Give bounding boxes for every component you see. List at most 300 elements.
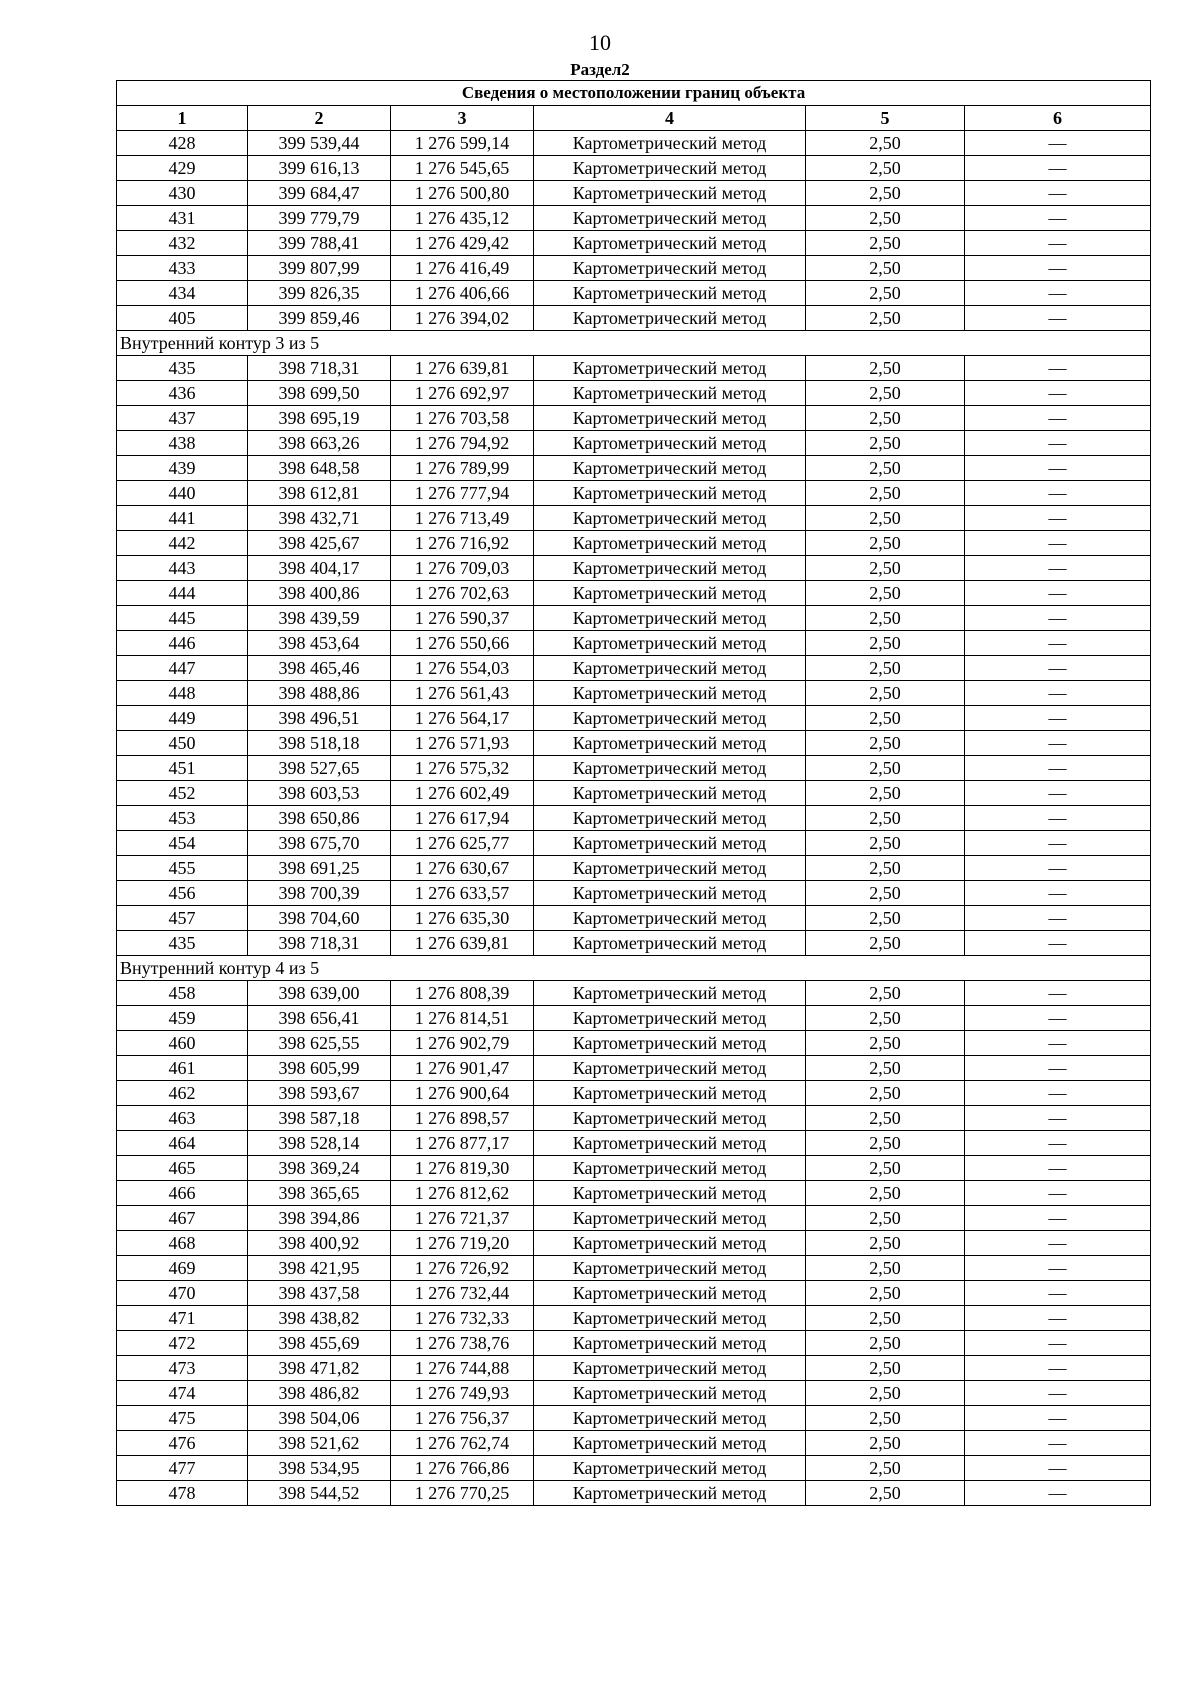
y-coordinate-cell: 1 276 550,66 (391, 631, 534, 656)
note-cell: — (965, 256, 1151, 281)
table-row (117, 631, 1151, 656)
contour-heading: Внутренний контур 4 из 5 (117, 956, 1151, 981)
accuracy-cell: 2,50 (806, 831, 965, 856)
accuracy-cell: 2,50 (806, 731, 965, 756)
method-cell: Картометрический метод (534, 1481, 806, 1506)
accuracy-cell: 2,50 (806, 206, 965, 231)
contour-heading-row (117, 331, 1151, 356)
note-cell: — (965, 1156, 1151, 1181)
note-cell: — (965, 1131, 1151, 1156)
method-cell: Картометрический метод (534, 1206, 806, 1231)
note-cell: — (965, 1406, 1151, 1431)
y-coordinate-cell: 1 276 749,93 (391, 1381, 534, 1406)
table-row (117, 806, 1151, 831)
x-coordinate-cell: 398 639,00 (248, 981, 391, 1006)
x-coordinate-cell: 398 648,58 (248, 456, 391, 481)
point-number-cell: 448 (117, 681, 248, 706)
accuracy-cell: 2,50 (806, 156, 965, 181)
x-coordinate-cell: 398 425,67 (248, 531, 391, 556)
y-coordinate-cell: 1 276 702,63 (391, 581, 534, 606)
y-coordinate-cell: 1 276 738,76 (391, 1331, 534, 1356)
note-cell: — (965, 1331, 1151, 1356)
method-cell: Картометрический метод (534, 131, 806, 156)
method-cell: Картометрический метод (534, 1081, 806, 1106)
table-row (117, 856, 1151, 881)
accuracy-cell: 2,50 (806, 1256, 965, 1281)
method-cell: Картометрический метод (534, 556, 806, 581)
table-row (117, 706, 1151, 731)
table-row (117, 1306, 1151, 1331)
table-caption-row (117, 81, 1151, 106)
method-cell: Картометрический метод (534, 581, 806, 606)
point-number-cell: 445 (117, 606, 248, 631)
y-coordinate-cell: 1 276 819,30 (391, 1156, 534, 1181)
point-number-cell: 429 (117, 156, 248, 181)
note-cell: — (965, 1081, 1151, 1106)
point-number-cell: 456 (117, 881, 248, 906)
x-coordinate-cell: 398 400,92 (248, 1231, 391, 1256)
method-cell: Картометрический метод (534, 656, 806, 681)
accuracy-cell: 2,50 (806, 1131, 965, 1156)
note-cell: — (965, 1256, 1151, 1281)
y-coordinate-cell: 1 276 794,92 (391, 431, 534, 456)
point-number-cell: 458 (117, 981, 248, 1006)
table-row (117, 1381, 1151, 1406)
point-number-cell: 433 (117, 256, 248, 281)
x-coordinate-cell: 398 593,67 (248, 1081, 391, 1106)
x-coordinate-cell: 398 625,55 (248, 1031, 391, 1056)
point-number-cell: 469 (117, 1256, 248, 1281)
table-row (117, 506, 1151, 531)
note-cell: — (965, 1206, 1151, 1231)
column-number: 6 (965, 106, 1151, 131)
note-cell: — (965, 1106, 1151, 1131)
y-coordinate-cell: 1 276 744,88 (391, 1356, 534, 1381)
x-coordinate-cell: 399 684,47 (248, 181, 391, 206)
x-coordinate-cell: 398 699,50 (248, 381, 391, 406)
table-row (117, 431, 1151, 456)
note-cell: — (965, 481, 1151, 506)
table-row (117, 156, 1151, 181)
accuracy-cell: 2,50 (806, 1456, 965, 1481)
method-cell: Картометрический метод (534, 456, 806, 481)
note-cell: — (965, 631, 1151, 656)
point-number-cell: 437 (117, 406, 248, 431)
y-coordinate-cell: 1 276 554,03 (391, 656, 534, 681)
method-cell: Картометрический метод (534, 1356, 806, 1381)
accuracy-cell: 2,50 (806, 406, 965, 431)
accuracy-cell: 2,50 (806, 431, 965, 456)
note-cell: — (965, 831, 1151, 856)
table-row (117, 1406, 1151, 1431)
note-cell: — (965, 906, 1151, 931)
method-cell: Картометрический метод (534, 681, 806, 706)
method-cell: Картометрический метод (534, 1456, 806, 1481)
note-cell: — (965, 1356, 1151, 1381)
method-cell: Картометрический метод (534, 1256, 806, 1281)
point-number-cell: 446 (117, 631, 248, 656)
accuracy-cell: 2,50 (806, 781, 965, 806)
accuracy-cell: 2,50 (806, 1181, 965, 1206)
table-row (117, 731, 1151, 756)
table-row (117, 1281, 1151, 1306)
x-coordinate-cell: 398 695,19 (248, 406, 391, 431)
accuracy-cell: 2,50 (806, 1031, 965, 1056)
y-coordinate-cell: 1 276 703,58 (391, 406, 534, 431)
table-row (117, 231, 1151, 256)
point-number-cell: 454 (117, 831, 248, 856)
point-number-cell: 430 (117, 181, 248, 206)
x-coordinate-cell: 398 534,95 (248, 1456, 391, 1481)
point-number-cell: 444 (117, 581, 248, 606)
point-number-cell: 436 (117, 381, 248, 406)
note-cell: — (965, 981, 1151, 1006)
point-number-cell: 441 (117, 506, 248, 531)
y-coordinate-cell: 1 276 901,47 (391, 1056, 534, 1081)
x-coordinate-cell: 398 656,41 (248, 1006, 391, 1031)
note-cell: — (965, 1381, 1151, 1406)
table-row (117, 831, 1151, 856)
point-number-cell: 461 (117, 1056, 248, 1081)
table-row (117, 1181, 1151, 1206)
x-coordinate-cell: 399 616,13 (248, 156, 391, 181)
y-coordinate-cell: 1 276 564,17 (391, 706, 534, 731)
method-cell: Картометрический метод (534, 1381, 806, 1406)
table-row (117, 781, 1151, 806)
y-coordinate-cell: 1 276 902,79 (391, 1031, 534, 1056)
page-number: 10 (589, 30, 611, 55)
y-coordinate-cell: 1 276 877,17 (391, 1131, 534, 1156)
x-coordinate-cell: 399 859,46 (248, 306, 391, 331)
table-row (117, 1431, 1151, 1456)
method-cell: Картометрический метод (534, 156, 806, 181)
method-cell: Картометрический метод (534, 981, 806, 1006)
point-number-cell: 440 (117, 481, 248, 506)
note-cell: — (965, 1031, 1151, 1056)
note-cell: — (965, 606, 1151, 631)
x-coordinate-cell: 398 465,46 (248, 656, 391, 681)
point-number-cell: 476 (117, 1431, 248, 1456)
point-number-cell: 450 (117, 731, 248, 756)
accuracy-cell: 2,50 (806, 1306, 965, 1331)
table-row (117, 356, 1151, 381)
x-coordinate-cell: 399 539,44 (248, 131, 391, 156)
method-cell: Картометрический метод (534, 206, 806, 231)
table-row (117, 656, 1151, 681)
method-cell: Картометрический метод (534, 906, 806, 931)
column-number: 4 (534, 106, 806, 131)
method-cell: Картометрический метод (534, 1181, 806, 1206)
contour-heading-row (117, 956, 1151, 981)
point-number-cell: 452 (117, 781, 248, 806)
method-cell: Картометрический метод (534, 406, 806, 431)
x-coordinate-cell: 398 650,86 (248, 806, 391, 831)
note-cell: — (965, 1431, 1151, 1456)
y-coordinate-cell: 1 276 777,94 (391, 481, 534, 506)
accuracy-cell: 2,50 (806, 131, 965, 156)
column-number: 1 (117, 106, 248, 131)
x-coordinate-cell: 398 587,18 (248, 1106, 391, 1131)
accuracy-cell: 2,50 (806, 631, 965, 656)
x-coordinate-cell: 398 675,70 (248, 831, 391, 856)
y-coordinate-cell: 1 276 898,57 (391, 1106, 534, 1131)
x-coordinate-cell: 398 718,31 (248, 931, 391, 956)
table-row (117, 756, 1151, 781)
y-coordinate-cell: 1 276 732,33 (391, 1306, 534, 1331)
method-cell: Картометрический метод (534, 256, 806, 281)
point-number-cell: 471 (117, 1306, 248, 1331)
accuracy-cell: 2,50 (806, 881, 965, 906)
table-row (117, 1356, 1151, 1381)
accuracy-cell: 2,50 (806, 506, 965, 531)
note-cell: — (965, 1456, 1151, 1481)
x-coordinate-cell: 398 603,53 (248, 781, 391, 806)
table-row (117, 206, 1151, 231)
table-row (117, 1131, 1151, 1156)
method-cell: Картометрический метод (534, 831, 806, 856)
table-row (117, 1481, 1151, 1506)
accuracy-cell: 2,50 (806, 556, 965, 581)
x-coordinate-cell: 399 788,41 (248, 231, 391, 256)
y-coordinate-cell: 1 276 756,37 (391, 1406, 534, 1431)
method-cell: Картометрический метод (534, 1306, 806, 1331)
accuracy-cell: 2,50 (806, 1156, 965, 1181)
x-coordinate-cell: 398 504,06 (248, 1406, 391, 1431)
x-coordinate-cell: 398 518,18 (248, 731, 391, 756)
method-cell: Картометрический метод (534, 1106, 806, 1131)
point-number-cell: 466 (117, 1181, 248, 1206)
note-cell: — (965, 281, 1151, 306)
accuracy-cell: 2,50 (806, 1281, 965, 1306)
y-coordinate-cell: 1 276 713,49 (391, 506, 534, 531)
note-cell: — (965, 431, 1151, 456)
table-row (117, 1331, 1151, 1356)
method-cell: Картометрический метод (534, 606, 806, 631)
x-coordinate-cell: 398 421,95 (248, 1256, 391, 1281)
point-number-cell: 463 (117, 1106, 248, 1131)
note-cell: — (965, 556, 1151, 581)
method-cell: Картометрический метод (534, 1156, 806, 1181)
method-cell: Картометрический метод (534, 381, 806, 406)
x-coordinate-cell: 398 486,82 (248, 1381, 391, 1406)
note-cell: — (965, 406, 1151, 431)
y-coordinate-cell: 1 276 766,86 (391, 1456, 534, 1481)
x-coordinate-cell: 398 437,58 (248, 1281, 391, 1306)
column-number: 5 (806, 106, 965, 131)
x-coordinate-cell: 398 605,99 (248, 1056, 391, 1081)
method-cell: Картометрический метод (534, 431, 806, 456)
accuracy-cell: 2,50 (806, 1006, 965, 1031)
table-row (117, 306, 1151, 331)
point-number-cell: 439 (117, 456, 248, 481)
accuracy-cell: 2,50 (806, 1406, 965, 1431)
point-number-cell: 447 (117, 656, 248, 681)
accuracy-cell: 2,50 (806, 531, 965, 556)
table-row (117, 881, 1151, 906)
note-cell: — (965, 656, 1151, 681)
point-number-cell: 477 (117, 1456, 248, 1481)
x-coordinate-cell: 399 807,99 (248, 256, 391, 281)
table-row (117, 906, 1151, 931)
contour-heading: Внутренний контур 3 из 5 (117, 331, 1151, 356)
point-number-cell: 474 (117, 1381, 248, 1406)
x-coordinate-cell: 398 365,65 (248, 1181, 391, 1206)
note-cell: — (965, 756, 1151, 781)
boundary-coordinates-table (116, 80, 1151, 1506)
note-cell: — (965, 156, 1151, 181)
x-coordinate-cell: 398 404,17 (248, 556, 391, 581)
accuracy-cell: 2,50 (806, 581, 965, 606)
note-cell: — (965, 206, 1151, 231)
note-cell: — (965, 131, 1151, 156)
point-number-cell: 459 (117, 1006, 248, 1031)
table-row (117, 481, 1151, 506)
y-coordinate-cell: 1 276 709,03 (391, 556, 534, 581)
method-cell: Картометрический метод (534, 1431, 806, 1456)
note-cell: — (965, 806, 1151, 831)
method-cell: Картометрический метод (534, 856, 806, 881)
y-coordinate-cell: 1 276 500,80 (391, 181, 534, 206)
x-coordinate-cell: 399 779,79 (248, 206, 391, 231)
table-row (117, 1106, 1151, 1131)
x-coordinate-cell: 398 369,24 (248, 1156, 391, 1181)
x-coordinate-cell: 398 453,64 (248, 631, 391, 656)
y-coordinate-cell: 1 276 732,44 (391, 1281, 534, 1306)
y-coordinate-cell: 1 276 692,97 (391, 381, 534, 406)
method-cell: Картометрический метод (534, 806, 806, 831)
table-row (117, 1156, 1151, 1181)
x-coordinate-cell: 398 521,62 (248, 1431, 391, 1456)
method-cell: Картометрический метод (534, 1006, 806, 1031)
point-number-cell: 467 (117, 1206, 248, 1231)
note-cell: — (965, 1281, 1151, 1306)
x-coordinate-cell: 399 826,35 (248, 281, 391, 306)
table-row (117, 1006, 1151, 1031)
method-cell: Картометрический метод (534, 931, 806, 956)
x-coordinate-cell: 398 612,81 (248, 481, 391, 506)
accuracy-cell: 2,50 (806, 706, 965, 731)
point-number-cell: 434 (117, 281, 248, 306)
accuracy-cell: 2,50 (806, 256, 965, 281)
note-cell: — (965, 356, 1151, 381)
method-cell: Картометрический метод (534, 306, 806, 331)
note-cell: — (965, 1181, 1151, 1206)
column-number: 2 (248, 106, 391, 131)
method-cell: Картометрический метод (534, 756, 806, 781)
note-cell: — (965, 306, 1151, 331)
y-coordinate-cell: 1 276 814,51 (391, 1006, 534, 1031)
point-number-cell: 451 (117, 756, 248, 781)
table-row (117, 406, 1151, 431)
note-cell: — (965, 1481, 1151, 1506)
method-cell: Картометрический метод (534, 1131, 806, 1156)
x-coordinate-cell: 398 718,31 (248, 356, 391, 381)
accuracy-cell: 2,50 (806, 356, 965, 381)
method-cell: Картометрический метод (534, 1406, 806, 1431)
table-row (117, 1081, 1151, 1106)
table-row (117, 981, 1151, 1006)
accuracy-cell: 2,50 (806, 181, 965, 206)
method-cell: Картометрический метод (534, 1231, 806, 1256)
x-coordinate-cell: 398 691,25 (248, 856, 391, 881)
table-row (117, 281, 1151, 306)
note-cell: — (965, 731, 1151, 756)
y-coordinate-cell: 1 276 770,25 (391, 1481, 534, 1506)
point-number-cell: 453 (117, 806, 248, 831)
method-cell: Картометрический метод (534, 781, 806, 806)
y-coordinate-cell: 1 276 726,92 (391, 1256, 534, 1281)
note-cell: — (965, 706, 1151, 731)
y-coordinate-cell: 1 276 617,94 (391, 806, 534, 831)
y-coordinate-cell: 1 276 394,02 (391, 306, 534, 331)
point-number-cell: 468 (117, 1231, 248, 1256)
note-cell: — (965, 531, 1151, 556)
table-row (117, 1456, 1151, 1481)
accuracy-cell: 2,50 (806, 1231, 965, 1256)
y-coordinate-cell: 1 276 406,66 (391, 281, 534, 306)
point-number-cell: 475 (117, 1406, 248, 1431)
note-cell: — (965, 181, 1151, 206)
y-coordinate-cell: 1 276 561,43 (391, 681, 534, 706)
note-cell: — (965, 881, 1151, 906)
note-cell: — (965, 681, 1151, 706)
point-number-cell: 478 (117, 1481, 248, 1506)
accuracy-cell: 2,50 (806, 1106, 965, 1131)
point-number-cell: 432 (117, 231, 248, 256)
point-number-cell: 438 (117, 431, 248, 456)
x-coordinate-cell: 398 439,59 (248, 606, 391, 631)
x-coordinate-cell: 398 438,82 (248, 1306, 391, 1331)
note-cell: — (965, 381, 1151, 406)
y-coordinate-cell: 1 276 571,93 (391, 731, 534, 756)
y-coordinate-cell: 1 276 602,49 (391, 781, 534, 806)
accuracy-cell: 2,50 (806, 1356, 965, 1381)
method-cell: Картометрический метод (534, 1056, 806, 1081)
accuracy-cell: 2,50 (806, 981, 965, 1006)
table-row (117, 1056, 1151, 1081)
accuracy-cell: 2,50 (806, 1331, 965, 1356)
x-coordinate-cell: 398 544,52 (248, 1481, 391, 1506)
method-cell: Картометрический метод (534, 506, 806, 531)
point-number-cell: 457 (117, 906, 248, 931)
accuracy-cell: 2,50 (806, 681, 965, 706)
y-coordinate-cell: 1 276 590,37 (391, 606, 534, 631)
y-coordinate-cell: 1 276 808,39 (391, 981, 534, 1006)
note-cell: — (965, 1006, 1151, 1031)
accuracy-cell: 2,50 (806, 1481, 965, 1506)
y-coordinate-cell: 1 276 599,14 (391, 131, 534, 156)
table-row (117, 1206, 1151, 1231)
point-number-cell: 449 (117, 706, 248, 731)
y-coordinate-cell: 1 276 630,67 (391, 856, 534, 881)
y-coordinate-cell: 1 276 575,32 (391, 756, 534, 781)
y-coordinate-cell: 1 276 812,62 (391, 1181, 534, 1206)
table-row (117, 531, 1151, 556)
accuracy-cell: 2,50 (806, 656, 965, 681)
y-coordinate-cell: 1 276 762,74 (391, 1431, 534, 1456)
x-coordinate-cell: 398 528,14 (248, 1131, 391, 1156)
y-coordinate-cell: 1 276 429,42 (391, 231, 534, 256)
method-cell: Картометрический метод (534, 631, 806, 656)
accuracy-cell: 2,50 (806, 381, 965, 406)
point-number-cell: 431 (117, 206, 248, 231)
method-cell: Картометрический метод (534, 531, 806, 556)
y-coordinate-cell: 1 276 416,49 (391, 256, 534, 281)
accuracy-cell: 2,50 (806, 1056, 965, 1081)
note-cell: — (965, 581, 1151, 606)
table-row (117, 1031, 1151, 1056)
table-caption: Сведения о местоположении границ объекта (117, 81, 1151, 106)
